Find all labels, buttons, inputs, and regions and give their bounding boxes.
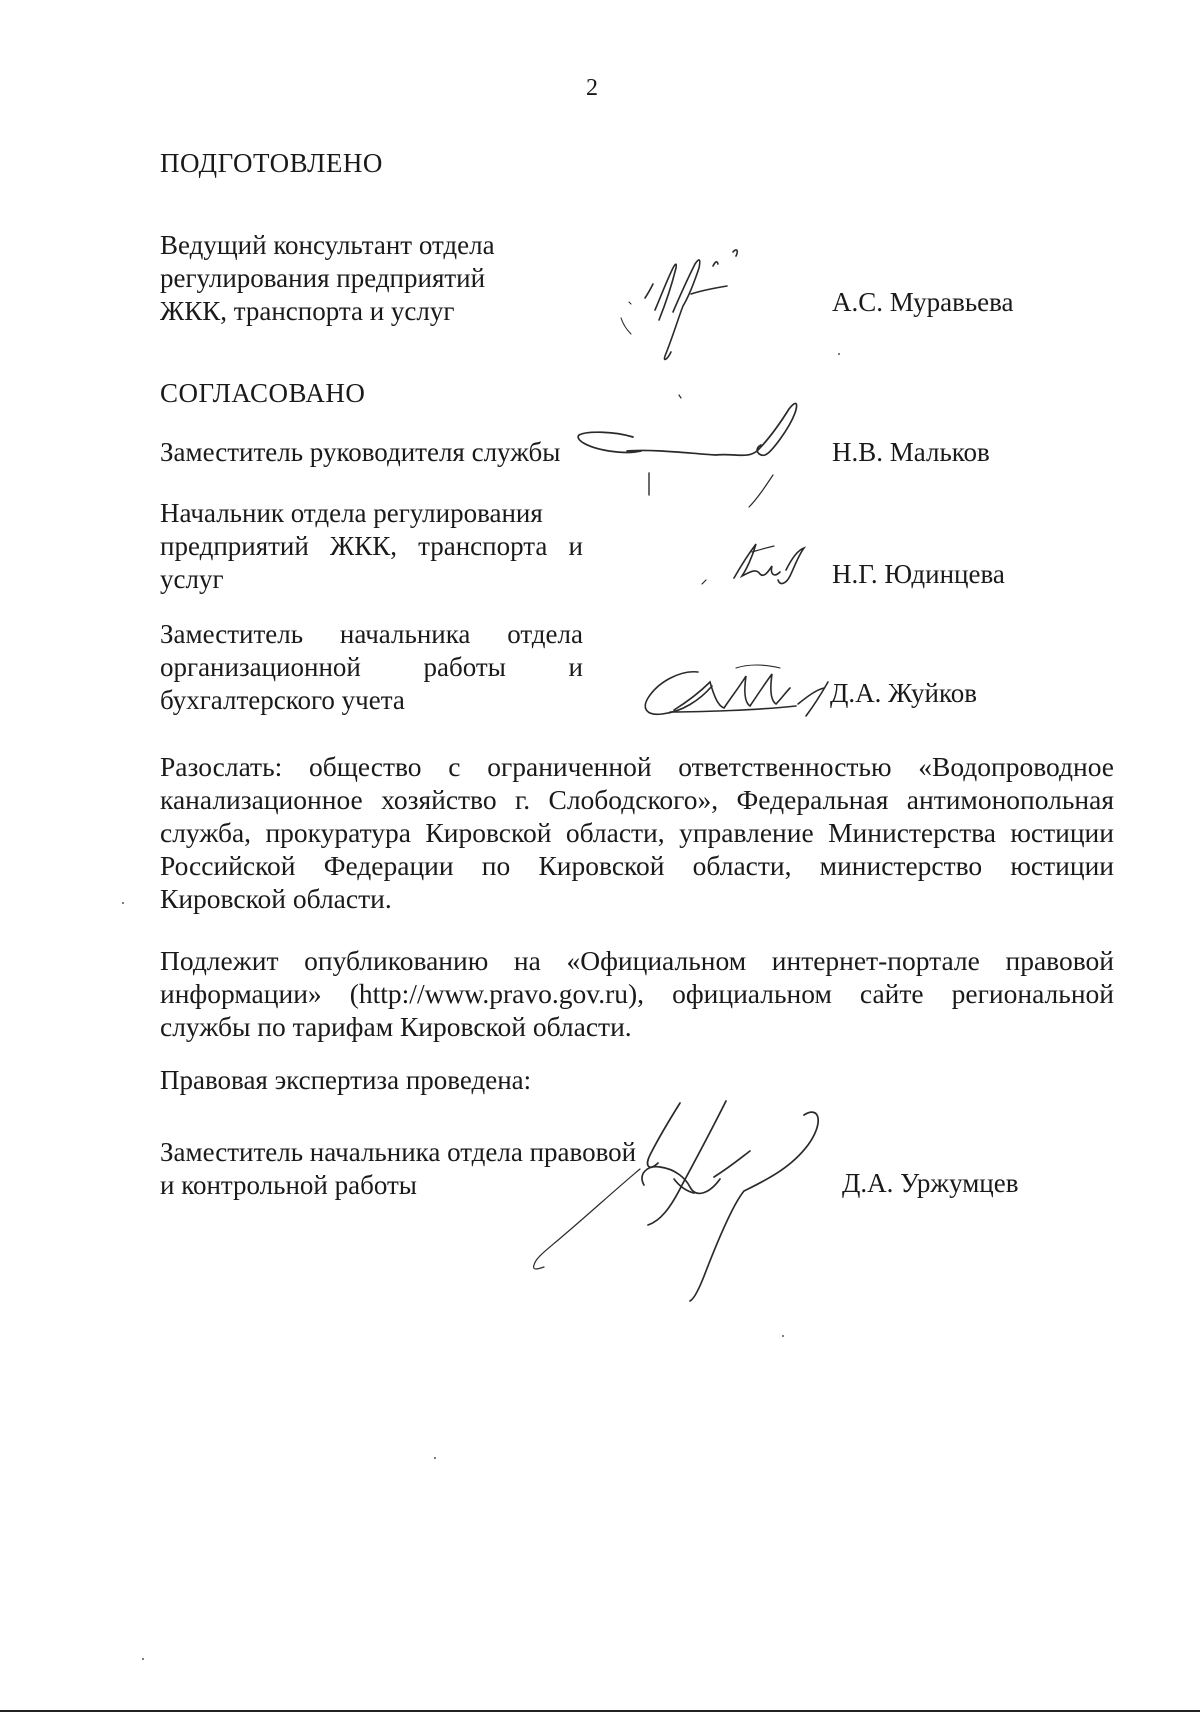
paragraph-line: Кировской области.: [160, 883, 392, 914]
scan-speck: [782, 1335, 784, 1337]
signature-muravyeva: [615, 240, 765, 370]
position-line-justified: [160, 530, 583, 563]
paragraph-line: Российской Федерации по Кировской области, министерство юстиции: [160, 850, 1114, 881]
prepared-heading: ПОДГОТОВЛЕНО: [160, 148, 383, 178]
paragraph-line: служба, прокуратура Кировской области, управление Министерства юстиции: [160, 817, 1114, 848]
paragraph-line: канализационное хозяйство г. Слободского», Федеральная антимонопольная: [160, 784, 1114, 815]
agreed-heading: СОГЛАСОВАНО: [160, 378, 366, 408]
word: и: [568, 652, 583, 682]
signature-zhuikov: [640, 660, 840, 730]
signer-zhuikov-name: Д.А. Жуйков: [830, 678, 977, 708]
scan-edge-line: [0, 1710, 1200, 1712]
scan-speck: [122, 902, 124, 904]
signature-urzhumtsev: [520, 1095, 830, 1305]
word: работы: [423, 652, 506, 682]
position-line: услуг: [160, 564, 224, 594]
position-line: Ведущий консультант отдела: [160, 230, 495, 260]
scan-speck: [434, 1457, 436, 1459]
signer-yudintseva-position: [160, 497, 583, 596]
scan-speck: [142, 1658, 144, 1660]
word: Заместитель: [160, 619, 304, 649]
position-line: Заместитель начальника отдела правовой: [160, 1137, 637, 1167]
position-line: бухгалтерского учета: [160, 685, 405, 715]
word: отдела: [507, 619, 583, 649]
word: ЖКК,: [330, 531, 397, 561]
paragraph-line: службы по тарифам Кировской области.: [160, 1011, 632, 1042]
page-number: 2: [586, 75, 598, 101]
paragraph-line: Разослать: общество с ограниченной ответственностью «Водопроводное: [160, 751, 1114, 782]
position-line: Начальник отдела регулирования: [160, 498, 543, 528]
signer-malkov-position: Заместитель руководителя службы: [160, 437, 561, 467]
paragraph-line: Подлежит опубликованию на «Официальном интернет-портале правовой: [160, 945, 1114, 976]
word: начальника: [339, 619, 471, 649]
position-line: регулирования предприятий: [160, 263, 486, 293]
word: транспорта: [418, 531, 548, 561]
word: и: [568, 531, 583, 561]
distribution-paragraph: [160, 750, 1114, 915]
prepared-position: [160, 229, 630, 328]
prepared-name: А.С. Муравьева: [832, 287, 1014, 317]
word: организационной: [160, 652, 361, 682]
signer-zhuikov-position: [160, 618, 583, 717]
position-line-justified: [160, 651, 583, 684]
signature-malkov: [575, 395, 815, 515]
legal-review-name: Д.А. Уржумцев: [842, 1168, 1019, 1198]
word: предприятий: [160, 531, 309, 561]
signature-yudintseva: [694, 528, 814, 598]
scan-speck: [838, 353, 840, 355]
legal-review-heading: Правовая экспертиза проведена:: [160, 1065, 532, 1095]
signer-yudintseva-name: Н.Г. Юдинцева: [832, 559, 1005, 589]
signer-malkov-name: Н.В. Мальков: [832, 437, 990, 467]
position-line: и контрольной работы: [160, 1170, 417, 1200]
publication-paragraph: [160, 944, 1114, 1043]
position-line-justified: [160, 618, 583, 651]
position-line: ЖКК, транспорта и услуг: [160, 296, 455, 326]
paragraph-line: информации» (http://www.pravo.gov.ru), официальном сайте региональной: [160, 978, 1114, 1009]
